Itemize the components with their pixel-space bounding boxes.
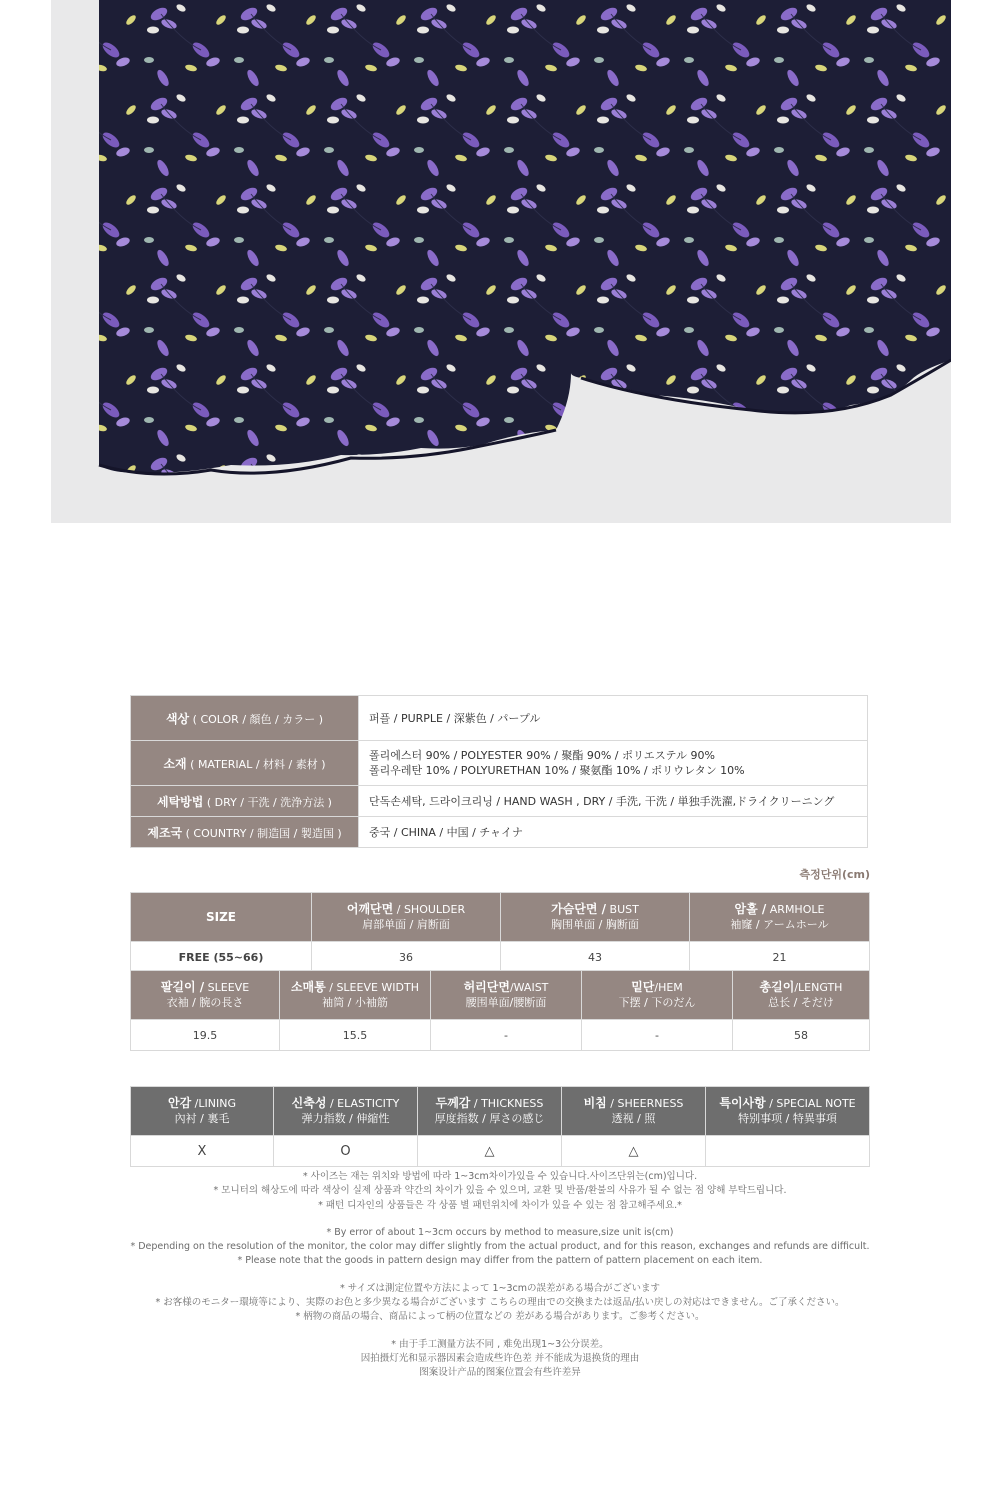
header-sub: 肩部单面 / 肩断面 [362, 918, 450, 931]
header-label-en: BUST [606, 903, 639, 916]
header-label: 팔길이 / [160, 980, 205, 994]
info-key-sub: ( MATERIAL / 材料 / 素材 ) [190, 757, 326, 771]
header-label: 두께감 [435, 1096, 471, 1110]
header-sub: 透视 / 照 [611, 1112, 656, 1125]
fabric-feature-table [130, 1086, 870, 1167]
size-header-size [131, 893, 312, 942]
feature-header-thickness [418, 1087, 562, 1136]
feature-header-special-note [706, 1087, 870, 1136]
size-header-sleeve-width [280, 971, 431, 1020]
header-label: 어깨단면 [346, 902, 394, 916]
header-sub: 下摆 / 下のだん [618, 996, 696, 1009]
measurement-unit-label: 측정단위(cm) [799, 868, 870, 881]
notes-japanese [0, 1282, 1000, 1325]
header-sub: 弹力指数 / 伸縮性 [301, 1112, 390, 1125]
header-label-en: / THICKNESS [470, 1097, 544, 1110]
product-info-table [130, 695, 868, 848]
size-cell-size: FREE (55~66) [131, 942, 312, 973]
header-label: 총길이 [759, 980, 795, 994]
feature-header-row [131, 1087, 870, 1136]
size-header-length [733, 971, 870, 1020]
note-line: * 패턴 디자인의 상품들은 각 상품 별 패턴위치에 차이가 있을 수 있는 점 참고해주세요.* [318, 1199, 682, 1211]
feature-header-elasticity [274, 1087, 418, 1136]
header-sub: 胸围单面 / 胸断面 [551, 918, 639, 931]
info-value-line: 폴리우레탄 10% / POLYURETHAN 10% / 聚氨酯 10% / ポリウレタン 10% [369, 764, 745, 777]
header-sub: 厚度指数 / 厚さの感じ [434, 1112, 545, 1125]
info-value-line: 퍼플 / PURPLE / 深紫色 / パープル [369, 711, 541, 725]
floral-skirt-image [51, 0, 951, 523]
size-header-shoulder [312, 893, 501, 942]
header-sub: 特别事项 / 特異事項 [738, 1112, 837, 1125]
size-header-bust [501, 893, 690, 942]
note-line: 因拍摄灯光和显示器因素会造成些许色差 并不能成为退换货的理由 [360, 1352, 640, 1364]
info-value-color [359, 696, 868, 741]
note-line: * 사이즈는 재는 위치와 방법에 따라 1~3cm차이가있을 수 있습니다.사이즈단위는(cm)입니다. [302, 1171, 698, 1182]
header-label-en: SLEEVE [204, 981, 250, 994]
note-line: * お客様のモニター環境等により、実際のお色と多少異なる場合がございます こちらの理由での交換または返品/払い戻しの対応はできません。ご了承ください。 [155, 1297, 845, 1309]
header-sub: 总长 / そだけ [768, 996, 834, 1009]
size-table-2 [130, 970, 870, 1051]
header-label-en: /HEM [654, 981, 683, 994]
header-sub: 衣袖 / 腕の長さ [166, 996, 244, 1009]
note-line: * サイズは測定位置や方法によって 1~3cmの誤差がある場合がございます [339, 1282, 661, 1294]
size-cell-armhole: 21 [690, 942, 870, 973]
header-label: 비침 [583, 1096, 607, 1110]
feature-cell-sheerness: △ [562, 1136, 706, 1167]
note-line: * 모니터의 해상도에 따라 색상이 실제 상품과 약간의 차이가 있을 수 있으며, 교환 및 반품/환불의 사유가 될 수 없는 점 양해 부탁드립니다. [213, 1185, 787, 1197]
header-sub: 腰围单面/腰断面 [465, 996, 547, 1009]
info-key-washing [131, 786, 359, 817]
header-label-en: ARMHOLE [766, 903, 825, 916]
note-line: * 柄物の商品の場合、商品によって柄の位置などの 差がある場合があります。ご参考ください。 [295, 1311, 705, 1323]
header-label: 가슴단면 / [551, 902, 607, 916]
feature-cell-special-note [706, 1136, 870, 1167]
info-key-sub: ( COLOR / 顏色 / カラー ) [192, 712, 324, 726]
header-label: 암홀 / [734, 902, 767, 916]
size-cell-sleeve-width: 15.5 [280, 1020, 431, 1051]
info-row-color [131, 696, 868, 741]
size-data-row [131, 1020, 870, 1051]
header-label-en: / SHOULDER [393, 903, 466, 916]
notes-chinese [0, 1338, 1000, 1381]
size-table-1 [130, 892, 870, 973]
header-label-en: / SPECIAL NOTE [765, 1097, 856, 1110]
notes-english [0, 1226, 1000, 1269]
size-data-row [131, 942, 870, 973]
size-cell-bust: 43 [501, 942, 690, 973]
size-cell-length: 58 [733, 1020, 870, 1051]
feature-cell-lining: X [131, 1136, 274, 1167]
info-value-country [359, 817, 868, 848]
info-key-color [131, 696, 359, 741]
header-sub: 袖窿 / アームホール [730, 918, 829, 931]
feature-header-lining [131, 1087, 274, 1136]
header-sub: 內衬 / 裏毛 [174, 1112, 230, 1125]
info-value-washing [359, 786, 868, 817]
header-sub: 袖筒 / 小袖筋 [322, 996, 388, 1009]
size-cell-shoulder: 36 [312, 942, 501, 973]
product-photo [51, 0, 951, 523]
feature-header-sheerness [562, 1087, 706, 1136]
note-line: * Please note that the goods in pattern design may differ from the pattern of pattern placement on each item. [237, 1255, 763, 1267]
size-header-row [131, 971, 870, 1020]
size-header-hem [582, 971, 733, 1020]
header-label-en: / SLEEVE WIDTH [325, 981, 420, 994]
note-line: 图案设计产品的图案位置会有些许差异 [419, 1367, 581, 1379]
note-line: * Depending on the resolution of the monitor, the color may differ slightly from the actual product, and for this reason, exchanges and refunds are difficult. [130, 1241, 870, 1253]
header-label-en: / SHEERNESS [606, 1097, 684, 1110]
size-notes [0, 1170, 1000, 1394]
header-label: 밑단 [631, 980, 655, 994]
header-label: 허리단면 [463, 980, 510, 994]
size-header-sleeve [131, 971, 280, 1020]
note-line: * 由于手工测量方法不同 , 难免出现1~3公分误差。 [391, 1338, 609, 1350]
info-value-material [359, 741, 868, 786]
feature-cell-elasticity: O [274, 1136, 418, 1167]
info-key-label: 소재 [163, 756, 187, 771]
feature-data-row [131, 1136, 870, 1167]
size-cell-waist: - [431, 1020, 582, 1051]
info-value-line: 폴리에스터 90% / POLYESTER 90% / 聚酯 90% / ポリエステル 90% [369, 749, 715, 762]
info-key-material [131, 741, 359, 786]
note-line: * By error of about 1~3cm occurs by method to measure,size unit is(cm) [326, 1226, 674, 1238]
size-cell-sleeve: 19.5 [131, 1020, 280, 1051]
header-label: 소매통 [290, 980, 326, 994]
info-key-sub: ( DRY / 干洗 / 洗浄方法 ) [206, 795, 332, 809]
info-key-country [131, 817, 359, 848]
header-label: 신축성 [291, 1096, 327, 1110]
header-label-en: / ELASTICITY [326, 1097, 400, 1110]
header-label: SIZE [205, 909, 236, 924]
size-cell-hem: - [582, 1020, 733, 1051]
notes-korean [0, 1170, 1000, 1213]
info-row-washing [131, 786, 868, 817]
size-header-armhole [690, 893, 870, 942]
size-header-waist [431, 971, 582, 1020]
info-value-line: 단독손세탁, 드라이크리닝 / HAND WASH , DRY / 手洗, 干洗 / 単独手洗濯,ドライクリーニング [369, 794, 835, 808]
size-header-row [131, 893, 870, 942]
info-key-sub: ( COUNTRY / 制造国 / 製造国 ) [185, 826, 342, 840]
feature-cell-thickness: △ [418, 1136, 562, 1167]
header-label-en: /LENGTH [794, 981, 843, 994]
info-value-line: 중국 / CHINA / 中国 / チャイナ [369, 825, 523, 839]
info-row-material [131, 741, 868, 786]
info-key-label: 제조국 [147, 825, 183, 840]
header-label-en: /WAIST [509, 981, 549, 994]
info-row-country [131, 817, 868, 848]
header-label: 안감 [168, 1096, 192, 1110]
header-label-en: /LINING [191, 1097, 236, 1110]
info-key-label: 색상 [165, 711, 190, 726]
info-key-label: 세탁방법 [157, 794, 204, 809]
header-label: 특이사항 [719, 1096, 766, 1110]
